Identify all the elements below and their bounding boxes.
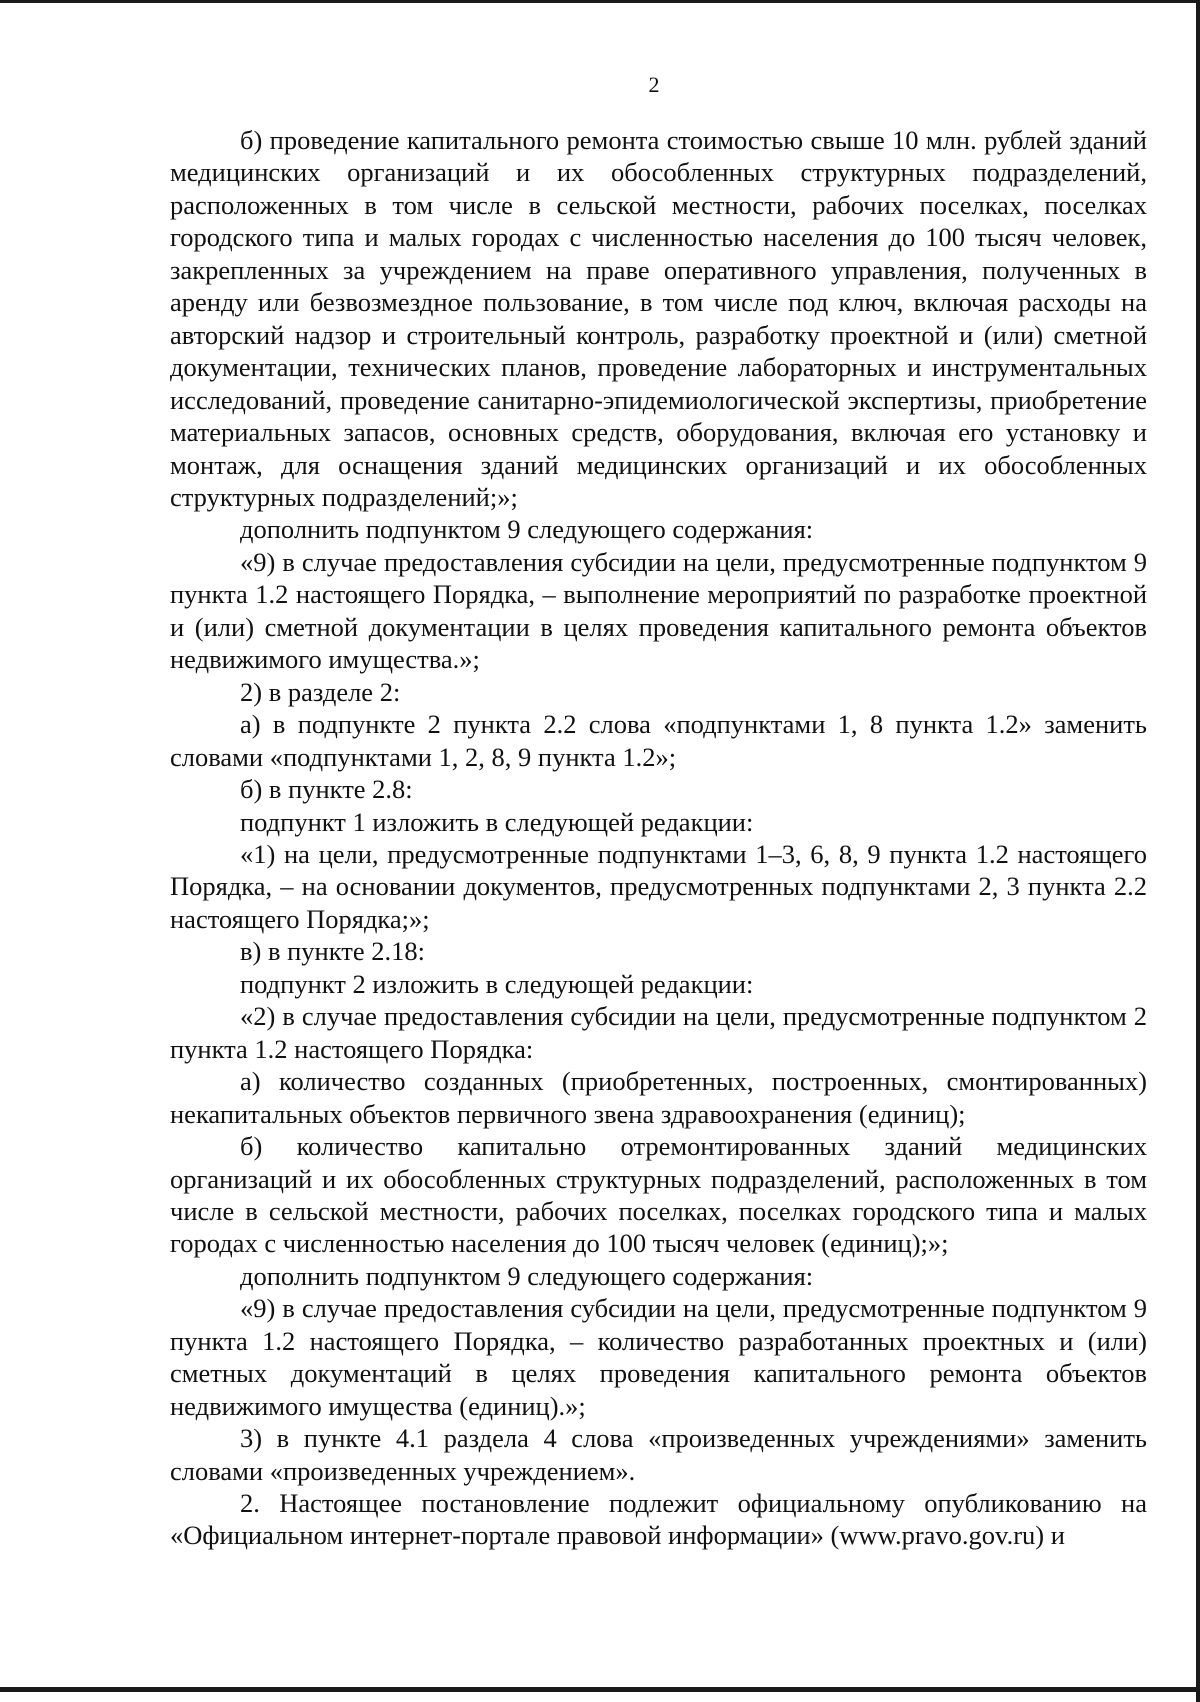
paragraph-subitem-1-edit: подпункт 1 изложить в следующей редакции: [240, 806, 754, 837]
paragraph-4-1-change: 3) в пункте 4.1 раздела 4 слова «произведенных учреждениями» заменить словами «произведенных учреждением». [170, 1423, 1147, 1486]
paragraph-capital-repair: б) проведение капитального ремонта стоимостью свыше 10 млн. рублей зданий медицинских организаций и их обособленных структурных подразделений, расположенных в том числе в сельской местности, рабочих поселках, поселках городского типа и малых городах с численностью населения до 100 тысяч человек, закрепленных за учреждением на праве оперативного управления, полученных в аренду или безвозмездное пользование, в том числе под ключ, включая расходы на авторский надзор и строительный контроль, разработку проектной и (или) сметной документации, технических планов, проведение лабораторных и инструментальных исследований, проведение санитарно-эпидемиологической экспертизы, приобретение материальных запасов, основных средств, оборудования, включая его установку и монтаж, для оснащения зданий медицинских организаций и их обособленных структурных подразделений;»; [170, 125, 1147, 512]
document-body [170, 124, 1147, 1552]
paragraph-subitem-1-text: «1) на цели, предусмотренные подпунктами 1–3, 6, 8, 9 пункта 1.2 настоящего Порядка, – на основании документов, предусмотренных подпунктами 2, 3 пункта 2.2 настоящего Порядка;»; [170, 838, 1147, 934]
scan-border-bottom [0, 1687, 1200, 1692]
scan-border-right [1196, 0, 1200, 1702]
paragraph-section-2: 2) в разделе 2: [240, 676, 401, 707]
page-number: 2 [648, 72, 660, 97]
paragraph-2-8: б) в пункте 2.8: [240, 774, 413, 805]
paragraph-subitem-2-text: «2) в случае предоставления субсидии на цели, предусмотренные подпунктом 2 пункта 1.2 настоящего Порядка: [170, 1001, 1147, 1064]
paragraph-add-subitem-9: дополнить подпунктом 9 следующего содержания: [240, 514, 814, 545]
paragraph-subitem-9-indicator: «9) в случае предоставления субсидии на цели, предусмотренные подпунктом 9 пункта 1.2 настоящего Порядка, – количество разработанных проектных и (или) сметных документаций в целях проведения капитального ремонта объектов недвижимого имущества (единиц).»; [170, 1293, 1147, 1421]
scan-border-top [0, 0, 1200, 3]
paragraph-indicator-b: б) количество капитально отремонтированных зданий медицинских организаций и их обособленных структурных подразделений, расположенных в том числе в сельской местности, рабочих поселках, поселках городского типа и малых городах с численностью населения до 100 тысяч человек (единиц);»; [170, 1131, 1147, 1259]
paragraph-2-2-change: а) в подпункте 2 пункта 2.2 слова «подпунктами 1, 8 пункта 1.2» заменить словами «подпунктами 1, 2, 8, 9 пункта 1.2»; [170, 709, 1147, 772]
paragraph-subitem-9-text: «9) в случае предоставления субсидии на цели, предусмотренные подпунктом 9 пункта 1.2 настоящего Порядка, – выполнение мероприятий по разработке проектной и (или) сметной документации в целях проведения капитального ремонта объектов недвижимого имущества.»; [170, 546, 1147, 675]
paragraph-subitem-2-edit: подпункт 2 изложить в следующей редакции: [240, 968, 754, 999]
paragraph-2-18: в) в пункте 2.18: [240, 936, 425, 967]
paragraph-add-subitem-9-second: дополнить подпунктом 9 следующего содержания: [240, 1260, 814, 1291]
paragraph-publication: 2. Настоящее постановление подлежит официальному опубликованию на «Официальном интернет-портале правовой информации» (www.pravo.gov.ru) и [170, 1488, 1147, 1551]
paragraph-indicator-a: а) количество созданных (приобретенных, построенных, смонтированных) некапитальных объектов первичного звена здравоохранения (единиц); [170, 1066, 1147, 1129]
